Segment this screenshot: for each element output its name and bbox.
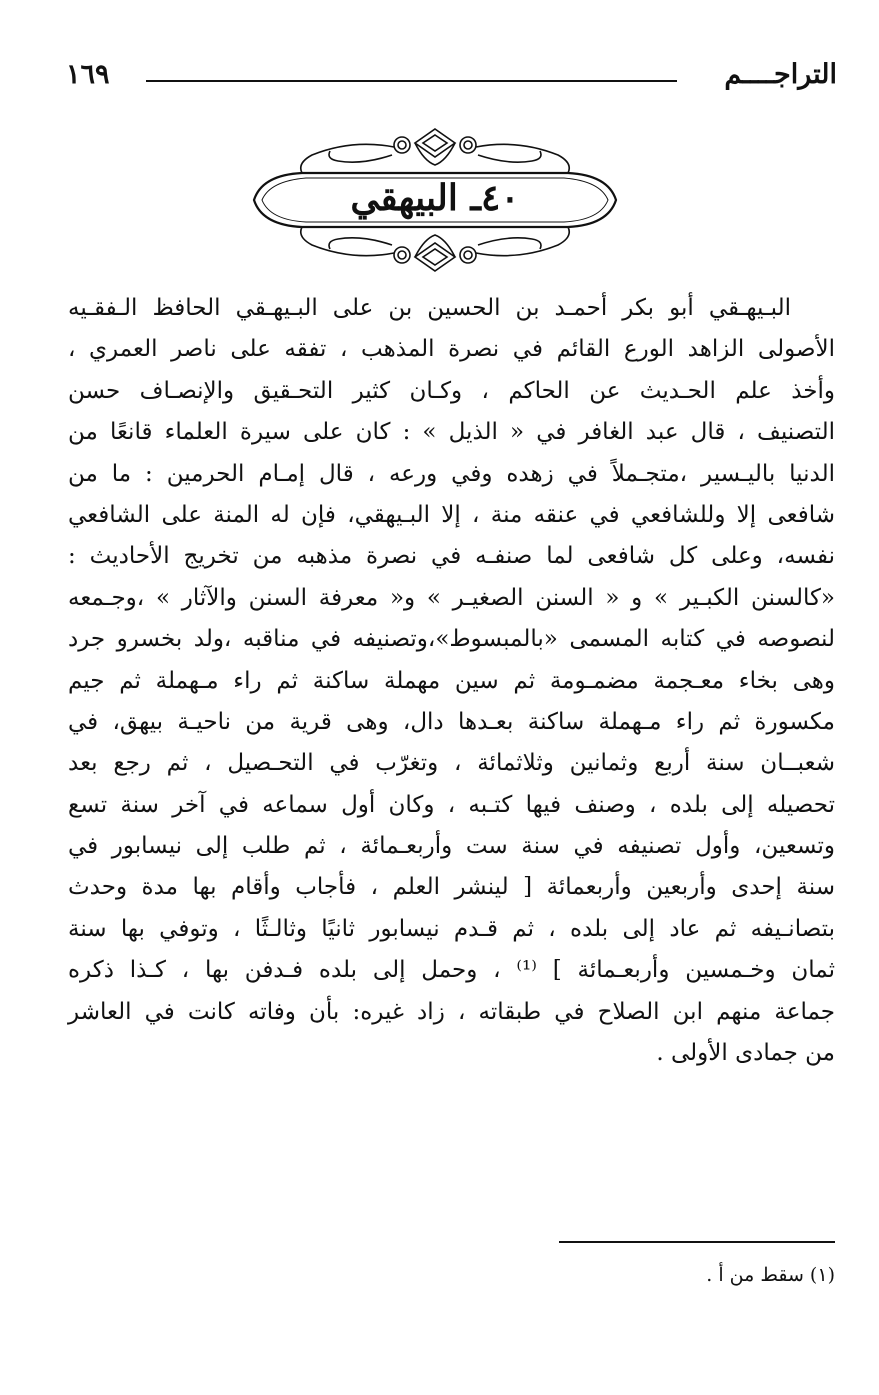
body-line: وهى بخاء معـجمة مضمـومة ثم سين مهملة ساكنة ثم راء مـهملة ثم جيم: [68, 667, 835, 694]
body-line: «كالسنن الكبـير » و « السنن الصغيـر » و« معرفة السنن والآثار » ،وجـمعه: [68, 584, 835, 611]
body-line: الأصولى الزاهد الورع القائم في نصرة المذهب ، تفقه على ناصر العمري ،: [68, 336, 835, 363]
entry-title: ٤٠ـ البيهقي: [350, 177, 520, 219]
body-line: جماعة منهم ابن الصلاح في طبقاته ، زاد غيره: بأن وفاته كانت في العاشر: [68, 998, 835, 1025]
header-rule: [146, 80, 677, 82]
body-line: شعبــان سنة أربع وثمانين وثلاثمائة ، وتغرّب في التحـصيل ، ثم رجع بعد: [68, 750, 835, 777]
running-header: [66, 58, 837, 98]
body-line: الدنيا باليـسير ،متجـملاً في زهده وفي ورعه ، قال إمـام الحرمين : ما من: [68, 460, 835, 487]
body-line: التصنيف ، قال عبد الغافر في « الذيل » : كان على سيرة العلماء قانعًا من: [68, 419, 835, 446]
body-line: وتسعين، وأول تصنيفه في سنة ست وأربعـمائة ، ثم طلب إلى نيسابور في: [68, 833, 835, 860]
footnote-rule: [559, 1241, 835, 1243]
body-text: [68, 288, 835, 1074]
body-line: سنة إحدى وأربعين وأربعمائة [ لينشر العلم ، فأجاب وأقام بها مدة وحدث: [68, 874, 835, 901]
body-line: تحصيله إلى بلده ، وصنف فيها كتـبه ، وكان أول سماعه في آخر سنة تسع: [68, 791, 835, 818]
body-line: بتصانـيفه ثم عاد إلى بلده ، ثم قـدم نيسابور ثانيًا وثالـثًا ، وتوفي بها سنة: [68, 915, 835, 942]
body-line: شافعى إلا وللشافعي في عنقه منة ، إلا البـيهقي، فإن له المنة على الشافعي: [68, 501, 835, 528]
body-line: وأخذ علم الحـديث عن الحاكم ، وكـان كثير التحـقيق والإنصـاف حسن: [68, 377, 835, 404]
body-line: من جمادى الأولى .: [656, 1040, 835, 1067]
body-line: ثمان وخـمسين وأربعـمائة ] ⁽¹⁾ ، وحمل إلى بلده فـدفن بها ، كـذا ذكره: [68, 957, 835, 984]
body-line: لنصوصه في كتابه المسمى «بالمبسوط»،وتصنيفه في مناقبه ،ولد بخسرو جرد: [68, 626, 835, 653]
running-title: التراجــــم: [724, 59, 837, 90]
body-line: نفسه، وعلى كل شافعى لما صنفـه في نصرة مذهبه من تخريج الأحاديث :: [68, 543, 835, 570]
body-line: مكسورة ثم راء مـهملة ساكنة بعـدها دال، وهى قرية من ناحيـة بيهق، في: [68, 708, 835, 735]
page-number: ١٦٩: [66, 59, 110, 90]
title-cartouche: [242, 125, 628, 275]
body-line: البـيهـقي أبو بكر أحمـد بن الحسين بن على البـيهـقي الحافظ الـفقـيه: [68, 295, 791, 321]
footnote: (١) سقط من أ .: [706, 1264, 835, 1286]
